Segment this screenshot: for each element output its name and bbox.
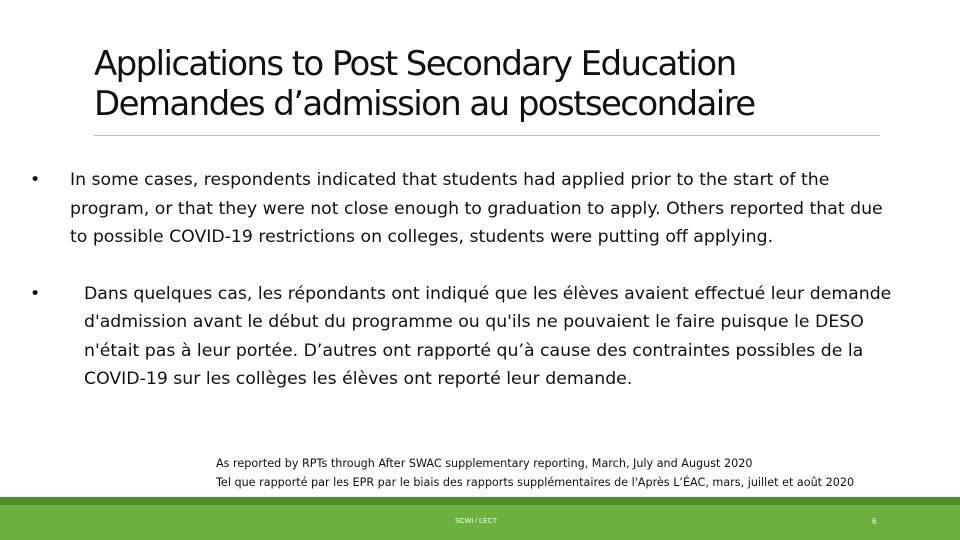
- bullet-dot-icon: •: [30, 283, 41, 304]
- bullet-list: [30, 166, 920, 394]
- source-note: [216, 454, 854, 492]
- slide-title: [94, 44, 884, 124]
- source-note-english: As reported by RPTs through After SWAC supplementary reporting, March, July and August 2020: [216, 457, 753, 470]
- bullet-text-english: In some cases, respondents indicated that students had applied prior to the start of the program, or that they were not close enough to graduation to apply. Others reported that due to possible COVID-19 restrictions on colleges, students were putting off applying.: [70, 170, 883, 247]
- source-note-french: Tel que rapporté par les EPR par le biais des rapports supplémentaires de l'Après L’ÉAC, mars, juillet et août 2020: [216, 476, 855, 489]
- bullet-dot-icon: •: [30, 170, 41, 190]
- bullet-item-english: [30, 166, 888, 252]
- footer-accent-stripe: [0, 497, 960, 505]
- title-line-english: Applications to Post Secondary Education: [94, 44, 736, 84]
- bullet-text-french: Dans quelques cas, les répondants ont indiqué que les élèves avaient effectué leur demande d'admission avant le début du programme ou qu'ils ne pouvaient le faire puisque le DESO n'était pas à leur portée. D’autres ont rapporté qu’à cause des contraintes possibles de la COVID-19 sur les collèges les élèves ont reporté leur demande.: [84, 283, 892, 389]
- title-line-french: Demandes d’admission au postsecondaire: [94, 84, 755, 124]
- bullet-item-french: [30, 280, 896, 394]
- slide-number: 6: [872, 517, 877, 526]
- footer-label: SCWI / LECT: [455, 518, 498, 525]
- title-divider: [94, 135, 880, 136]
